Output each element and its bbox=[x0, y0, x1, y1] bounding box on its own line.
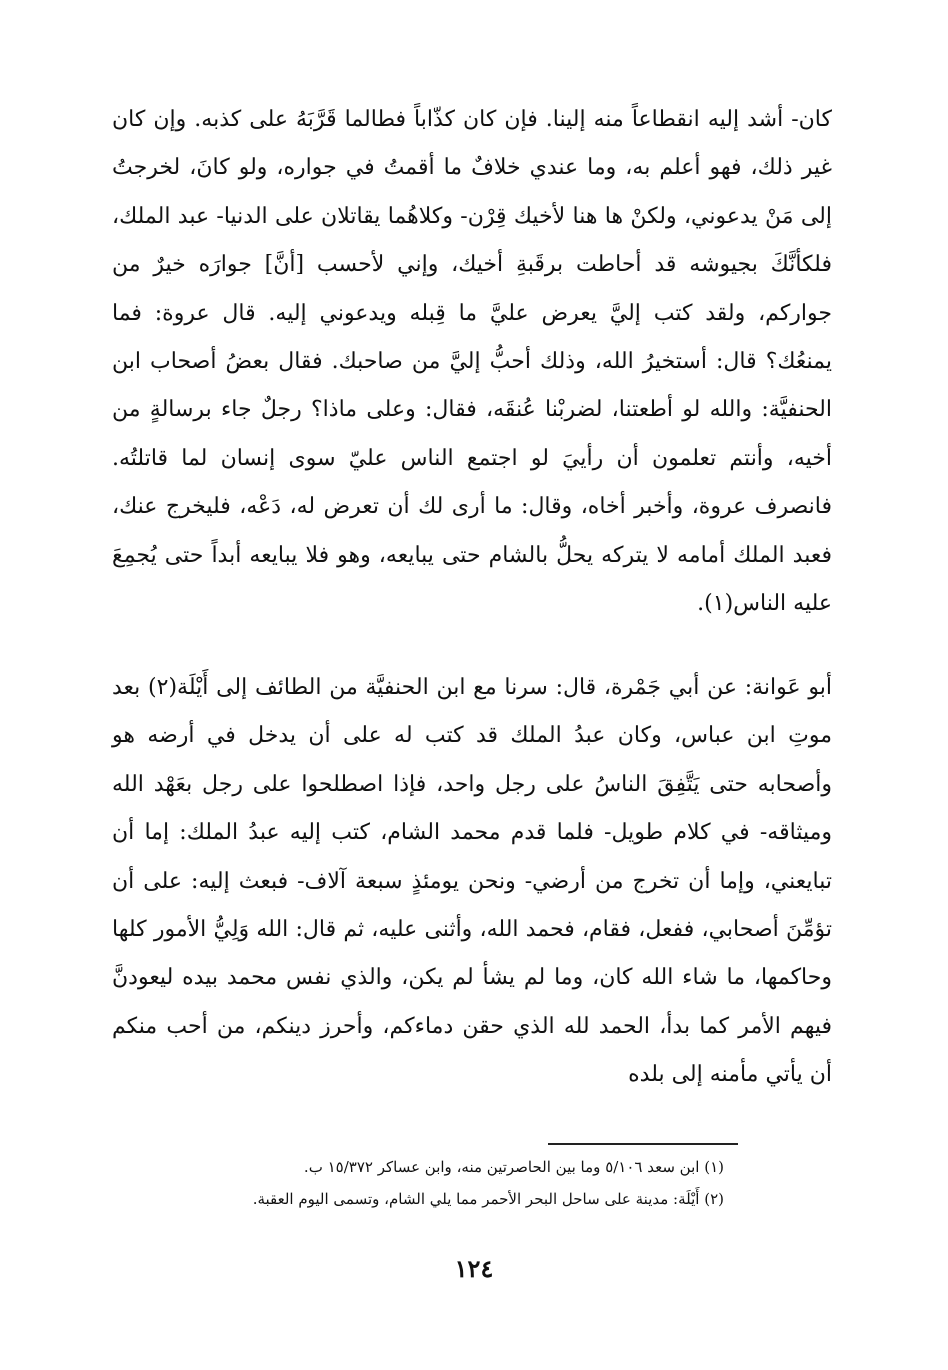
footnote-2: (٢) أَيْلَة: مدينة على ساحل البحر الأحمر مما يلي الشام، وتسمى اليوم العقبة. bbox=[252, 1190, 724, 1208]
page-number: ١٢٤ bbox=[454, 1254, 494, 1283]
body-paragraph-2: أبو عَوانة: عن أبي جَمْرة، قال: سرنا مع ابن الحنفيَّة من الطائف إلى أَيْلَة(٢) بعد موتِ ابن عباس، وكان عبدُ الملك قد كتب له على أن يدخل في أرضه هو وأصحابه حتى يَتَّفِقَ الناسُ على رجل واحد، فإذا اصطلحوا على رجل بعَهْد الله وميثاقه- في كلام طويل- فلما قدم محمد الشام، كتب إليه عبدُ الملك: إما أن تبايعني، وإما أن تخرج من أرضي- ونحن يومئذٍ سبعة آلاف- فبعث إليه: على أن تؤمِّنَ أصحابي، ففعل، فقام، فحمد الله، وأثنى عليه، ثم قال: الله وَلِيُّ الأمور كلها وحاكمها، ما شاء الله كان، وما لم يشأ لم يكن، والذي نفس محمد بيده ليعودنَّ فيهم الأمر كما بدأ، الحمد لله الذي حقن دماءكم، وأحرز دينكم، من أحب منكم أن يأتي مأمنه إلى بلده bbox=[112, 675, 832, 1088]
footnote-1: (١) ابن سعد ٥/١٠٦ وما بين الحاصرتين منه، وابن عساكر ١٥/٣٧٢ ب. bbox=[303, 1158, 724, 1176]
footnote-separator bbox=[548, 1143, 738, 1145]
body-paragraph-1: كان- أشد إليه انقطاعاً منه إلينا. فإن كان كذّاباً فطالما قَرَّبَهُ على كذبه. وإن كان غير ذلك، فهو أعلم به، وما عندي خلافٌ ما أقمتُ في جواره، ولو كانَ، لخرجتُ إلى مَنْ يدعوني، ولكنْ ها هنا لأخيك قِرْن- وكلاهُما يقاتلان على الدنيا- عبد الملك، فلكأنَّكَ بجيوشه قد أحاطت برقَبةِ أخيك، وإني لأحسب [أنَّ] جوارَه خيرٌ من جواركم، ولقد كتب إليَّ يعرض عليَّ ما قِبله ويدعوني إليه. قال عروة: فما يمنعُك؟ قال: أستخيرُ الله، وذلك أحبُّ إليَّ من صاحبك. فقال بعضُ أصحاب ابن الحنفيَّة: والله لو أطعتنا، لضربْنا عُنقَه، فقال: وعلى ماذا؟ رجلٌ جاء برسالةٍ من أخيه، وأنتم تعلمون أن رأييَ لو اجتمع الناس عليّ سوى إنسان لما قاتلتُه. فانصرف عروة، وأخبر أخاه، وقال: ما أرى لك أن تعرض له، دَعْه، فليخرج عنك، فعبد الملك أمامه لا يتركه يحلُّ بالشام حتى يبايعه، وهو فلا يبايعه أبداً حتى يُجمِعَ عليه الناس(١). bbox=[112, 107, 832, 617]
